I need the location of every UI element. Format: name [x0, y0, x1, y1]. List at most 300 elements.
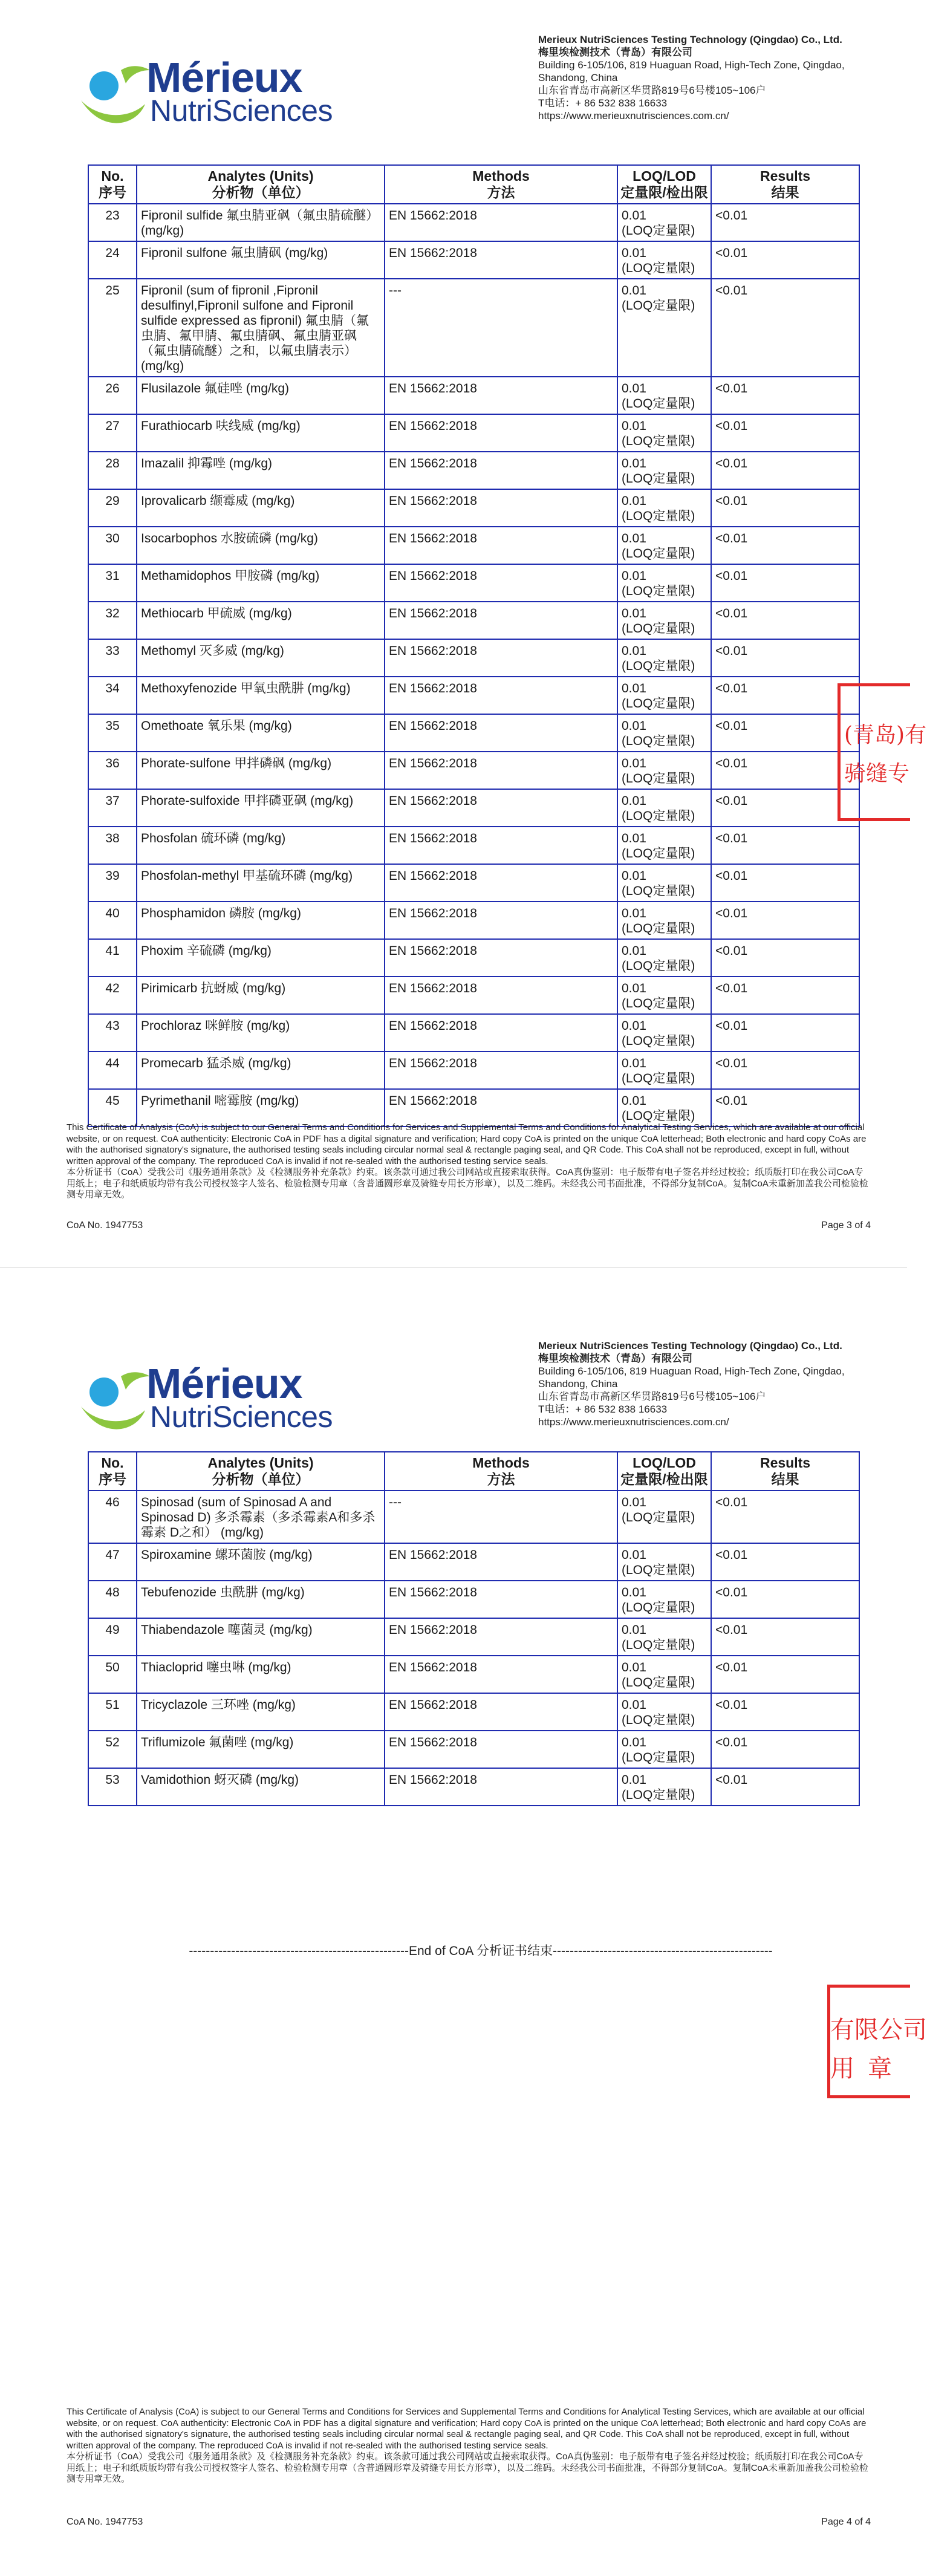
loq-number: 0.01	[622, 1586, 646, 1599]
loq-note: (LOQ定量限)	[622, 959, 695, 973]
loq-number: 0.01	[622, 284, 646, 298]
loq-number: 0.01	[622, 246, 646, 260]
test-method: EN 15662:2018	[385, 977, 617, 1014]
loq-value	[617, 241, 711, 279]
website[interactable]: https://www.merieuxnutrisciences.com.cn/	[538, 110, 729, 122]
row-number: 38	[88, 827, 137, 864]
row-number: 25	[88, 279, 137, 377]
analyte-name: Prochloraz 咪鲜胺 (mg/kg)	[137, 1014, 385, 1052]
terms-text	[67, 1122, 871, 1201]
analyte-name: Phosphamidon 磷胺 (mg/kg)	[137, 902, 385, 939]
analyte-name: Thiabendazole 噻菌灵 (mg/kg)	[137, 1618, 385, 1656]
table-row	[88, 377, 859, 414]
result-value: <0.01	[711, 452, 859, 489]
header-analytes: Analytes (Units) 分析物（单位）	[137, 1452, 385, 1491]
analyte-name: Pyrimethanil 嘧霉胺 (mg/kg)	[137, 1089, 385, 1127]
loq-note: (LOQ定量限)	[622, 622, 695, 636]
row-number: 47	[88, 1543, 137, 1581]
test-method: EN 15662:2018	[385, 677, 617, 714]
table-row	[88, 714, 859, 752]
header-results: Results 结果	[711, 1452, 859, 1491]
test-method: EN 15662:2018	[385, 1731, 617, 1768]
loq-note: (LOQ定量限)	[622, 847, 695, 860]
row-number: 31	[88, 564, 137, 602]
table-row	[88, 789, 859, 827]
loq-note: (LOQ定量限)	[622, 1713, 695, 1727]
loq-number: 0.01	[622, 794, 646, 808]
company-name-cn: 梅里埃检测技术（青岛）有限公司	[538, 47, 692, 58]
telephone: T电话：+ 86 532 838 16633	[538, 1403, 668, 1415]
merieux-logo	[79, 1359, 339, 1438]
row-number: 41	[88, 939, 137, 977]
analyte-name: Triflumizole 氟菌唑 (mg/kg)	[137, 1731, 385, 1768]
test-method: EN 15662:2018	[385, 241, 617, 279]
analyte-name: Fipronil sulfone 氟虫腈砜 (mg/kg)	[137, 241, 385, 279]
loq-note: (LOQ定量限)	[622, 697, 695, 711]
loq-value	[617, 714, 711, 752]
loq-number: 0.01	[622, 1623, 646, 1637]
result-value: <0.01	[711, 1543, 859, 1581]
loq-number: 0.01	[622, 981, 646, 995]
row-number: 27	[88, 414, 137, 452]
address-cn: 山东省青岛市高新区华贯路819号6号楼105~106户	[538, 1391, 766, 1402]
lab-address-block	[538, 33, 895, 122]
loq-value	[617, 1731, 711, 1768]
loq-number: 0.01	[622, 569, 646, 583]
loq-value	[617, 602, 711, 639]
test-method: EN 15662:2018	[385, 752, 617, 789]
test-method: EN 15662:2018	[385, 827, 617, 864]
merieux-logo-icon	[79, 1364, 157, 1438]
result-value: <0.01	[711, 864, 859, 902]
loq-number: 0.01	[622, 756, 646, 770]
result-value: <0.01	[711, 1618, 859, 1656]
table-row	[88, 452, 859, 489]
loq-number: 0.01	[622, 1698, 646, 1712]
loq-number: 0.01	[622, 831, 646, 845]
row-number: 53	[88, 1768, 137, 1806]
analyte-name: Phosfolan 硫环磷 (mg/kg)	[137, 827, 385, 864]
row-number: 40	[88, 902, 137, 939]
row-number: 32	[88, 602, 137, 639]
company-name-en: Merieux NutriSciences Testing Technology (Qingdao) Co., Ltd.	[538, 1340, 842, 1351]
address-line-1: Building 6-105/106, 819 Huaguan Road, High-Tech Zone, Qingdao,	[538, 1365, 845, 1377]
analyte-name: Furathiocarb 呋线威 (mg/kg)	[137, 414, 385, 452]
header-methods: Methods 方法	[385, 165, 617, 204]
result-value: <0.01	[711, 1491, 859, 1543]
company-name-en: Merieux NutriSciences Testing Technology (Qingdao) Co., Ltd.	[538, 34, 842, 45]
result-value: <0.01	[711, 279, 859, 377]
test-method: EN 15662:2018	[385, 902, 617, 939]
table-row	[88, 1052, 859, 1089]
loq-number: 0.01	[622, 1548, 646, 1562]
test-method: EN 15662:2018	[385, 939, 617, 977]
result-value: <0.01	[711, 939, 859, 977]
terms-text	[67, 2407, 871, 2485]
loq-note: (LOQ定量限)	[622, 734, 695, 748]
header-methods: Methods 方法	[385, 1452, 617, 1491]
loq-number: 0.01	[622, 419, 646, 433]
terms-cn: 本分析证书（CoA）受我公司《服务通用条款》及《检测服务补充条款》约束。该条款可通过我公司网站或直接索取获得。CoA真伪鉴别：电子版带有电子签名并经过校验；纸质版打印在我公司CoA专用纸上；电子和纸质版均带有我公司授权签字人签名、检验检测专用章（含普通圆形章及骑缝专用长方形章），以及二维码。未经我公司书面批准，不得部分复制CoA。复制CoA未重新加盖我公司检验检测专用章无效。	[67, 2451, 868, 2484]
header-loq-lod: LOQ/LOD 定量限/检出限	[617, 165, 711, 204]
test-method: EN 15662:2018	[385, 204, 617, 241]
analyte-name: Promecarb 猛杀威 (mg/kg)	[137, 1052, 385, 1089]
loq-number: 0.01	[622, 1735, 646, 1749]
test-method: EN 15662:2018	[385, 452, 617, 489]
loq-note: (LOQ定量限)	[622, 472, 695, 486]
paging-seal-text-1: (青岛)有	[844, 723, 927, 747]
header-analytes: Analytes (Units) 分析物（单位）	[137, 165, 385, 204]
website[interactable]: https://www.merieuxnutrisciences.com.cn/	[538, 1416, 729, 1428]
logo-word-merieux: Mérieux	[146, 1360, 302, 1407]
loq-value	[617, 204, 711, 241]
loq-value	[617, 939, 711, 977]
table-row	[88, 977, 859, 1014]
loq-value	[617, 789, 711, 827]
row-number: 51	[88, 1693, 137, 1731]
table-row	[88, 204, 859, 241]
table-row	[88, 677, 859, 714]
table-row	[88, 1491, 859, 1543]
loq-value	[617, 414, 711, 452]
result-value: <0.01	[711, 489, 859, 527]
analyte-name: Tricyclazole 三环唑 (mg/kg)	[137, 1693, 385, 1731]
loq-number: 0.01	[622, 906, 646, 920]
merieux-logo	[79, 53, 339, 132]
test-method: EN 15662:2018	[385, 564, 617, 602]
loq-note: (LOQ定量限)	[622, 809, 695, 823]
header-no: No. 序号	[88, 165, 137, 204]
row-number: 24	[88, 241, 137, 279]
table-row	[88, 1014, 859, 1052]
analyte-name: Flusilazole 氟硅唑 (mg/kg)	[137, 377, 385, 414]
result-value: <0.01	[711, 977, 859, 1014]
loq-number: 0.01	[622, 1094, 646, 1108]
analyte-name: Tebufenozide 虫酰肼 (mg/kg)	[137, 1581, 385, 1618]
loq-value	[617, 1581, 711, 1618]
table-header-row	[88, 165, 859, 204]
loq-note: (LOQ定量限)	[622, 397, 695, 411]
table-row	[88, 1693, 859, 1731]
result-value: <0.01	[711, 752, 859, 789]
results-table	[88, 164, 860, 1127]
table-row	[88, 1656, 859, 1693]
coa-number: CoA No. 1947753	[67, 2517, 143, 2527]
row-number: 48	[88, 1581, 137, 1618]
loq-note: (LOQ定量限)	[622, 509, 695, 523]
table-row	[88, 602, 859, 639]
result-value: <0.01	[711, 902, 859, 939]
row-number: 23	[88, 204, 137, 241]
loq-note: (LOQ定量限)	[622, 922, 695, 935]
table-row	[88, 564, 859, 602]
analyte-name: Phoxim 辛硫磷 (mg/kg)	[137, 939, 385, 977]
result-value: <0.01	[711, 204, 859, 241]
row-number: 43	[88, 1014, 137, 1052]
loq-note: (LOQ定量限)	[622, 1638, 695, 1652]
loq-number: 0.01	[622, 1056, 646, 1070]
loq-note: (LOQ定量限)	[622, 1072, 695, 1085]
result-value: <0.01	[711, 377, 859, 414]
address-line-2: Shandong, China	[538, 1378, 618, 1390]
row-number: 33	[88, 639, 137, 677]
analyte-name: Spinosad (sum of Spinosad A and Spinosad D) 多杀霉素（多杀霉素A和多杀霉素 D之和） (mg/kg)	[137, 1491, 385, 1543]
row-number: 42	[88, 977, 137, 1014]
loq-note: (LOQ定量限)	[622, 584, 695, 598]
loq-value	[617, 1693, 711, 1731]
coa-number: CoA No. 1947753	[67, 1220, 143, 1231]
loq-note: (LOQ定量限)	[622, 1563, 695, 1577]
result-value: <0.01	[711, 564, 859, 602]
analyte-name: Thiacloprid 噻虫啉 (mg/kg)	[137, 1656, 385, 1693]
test-method: EN 15662:2018	[385, 377, 617, 414]
result-value: <0.01	[711, 789, 859, 827]
row-number: 29	[88, 489, 137, 527]
row-number: 35	[88, 714, 137, 752]
result-value: <0.01	[711, 677, 859, 714]
round-seal-text-2: 用章	[830, 2055, 905, 2083]
loq-number: 0.01	[622, 719, 646, 733]
table-row	[88, 489, 859, 527]
loq-value	[617, 279, 711, 377]
loq-note: (LOQ定量限)	[622, 1034, 695, 1048]
analyte-name: Phorate-sulfone 甲拌磷砜 (mg/kg)	[137, 752, 385, 789]
loq-value	[617, 489, 711, 527]
row-number: 28	[88, 452, 137, 489]
row-number: 30	[88, 527, 137, 564]
merieux-logo-icon	[79, 58, 157, 132]
analyte-name: Phorate-sulfoxide 甲拌磷亚砜 (mg/kg)	[137, 789, 385, 827]
test-method: EN 15662:2018	[385, 1014, 617, 1052]
analyte-name: Methomyl 灭多威 (mg/kg)	[137, 639, 385, 677]
loq-value	[617, 1543, 711, 1581]
terms-cn: 本分析证书（CoA）受我公司《服务通用条款》及《检测服务补充条款》约束。该条款可通过我公司网站或直接索取获得。CoA真伪鉴别：电子版带有电子签名并经过校验；纸质版打印在我公司CoA专用纸上；电子和纸质版均带有我公司授权签字人签名、检验检测专用章（含普通圆形章及骑缝专用长方形章），以及二维码。未经我公司书面批准，不得部分复制CoA。复制CoA未重新加盖我公司检验检测专用章无效。	[67, 1167, 868, 1200]
loq-number: 0.01	[622, 382, 646, 395]
result-value: <0.01	[711, 1089, 859, 1127]
loq-note: (LOQ定量限)	[622, 659, 695, 673]
loq-number: 0.01	[622, 209, 646, 223]
analyte-name: Iprovalicarb 缬霉威 (mg/kg)	[137, 489, 385, 527]
end-of-coa-marker: ----------------------------------------------------End of CoA 分析证书结束----------------------------------------------------	[189, 1944, 773, 1958]
table-row	[88, 1581, 859, 1618]
result-value: <0.01	[711, 1052, 859, 1089]
test-method: EN 15662:2018	[385, 602, 617, 639]
header-loq-lod: LOQ/LOD 定量限/检出限	[617, 1452, 711, 1491]
test-method: EN 15662:2018	[385, 1618, 617, 1656]
test-method: EN 15662:2018	[385, 639, 617, 677]
row-number: 46	[88, 1491, 137, 1543]
table-row	[88, 827, 859, 864]
table-row	[88, 864, 859, 902]
test-method: EN 15662:2018	[385, 1543, 617, 1581]
loq-number: 0.01	[622, 1773, 646, 1787]
header-no: No. 序号	[88, 1452, 137, 1491]
result-value: <0.01	[711, 241, 859, 279]
loq-value	[617, 827, 711, 864]
row-number: 39	[88, 864, 137, 902]
row-number: 49	[88, 1618, 137, 1656]
loq-note: (LOQ定量限)	[622, 261, 695, 275]
loq-note: (LOQ定量限)	[622, 997, 695, 1010]
loq-value	[617, 377, 711, 414]
analyte-name: Imazalil 抑霉唑 (mg/kg)	[137, 452, 385, 489]
telephone: T电话：+ 86 532 838 16633	[538, 97, 668, 109]
row-number: 37	[88, 789, 137, 827]
loq-number: 0.01	[622, 644, 646, 658]
logo-word-merieux: Mérieux	[146, 54, 302, 101]
test-method: EN 15662:2018	[385, 1089, 617, 1127]
table-row	[88, 1731, 859, 1768]
loq-number: 0.01	[622, 457, 646, 470]
analyte-name: Methamidophos 甲胺磷 (mg/kg)	[137, 564, 385, 602]
table-row	[88, 902, 859, 939]
test-method: EN 15662:2018	[385, 527, 617, 564]
paging-seal	[838, 683, 927, 821]
loq-value	[617, 864, 711, 902]
page-number: Page 3 of 4	[821, 1220, 871, 1231]
result-value: <0.01	[711, 1581, 859, 1618]
loq-note: (LOQ定量限)	[622, 224, 695, 238]
loq-note: (LOQ定量限)	[622, 1676, 695, 1690]
loq-value	[617, 1052, 711, 1089]
analyte-name: Fipronil sulfide 氟虫腈亚砜（氟虫腈硫醚） (mg/kg)	[137, 204, 385, 241]
round-seal-edge	[827, 1985, 927, 2098]
table-header-row	[88, 1452, 859, 1491]
page-number: Page 4 of 4	[821, 2517, 871, 2527]
result-value: <0.01	[711, 414, 859, 452]
analyte-name: Phosfolan-methyl 甲基硫环磷 (mg/kg)	[137, 864, 385, 902]
header-results: Results 结果	[711, 165, 859, 204]
test-method: EN 15662:2018	[385, 1768, 617, 1806]
loq-value	[617, 1089, 711, 1127]
test-method: ---	[385, 279, 617, 377]
table-row	[88, 279, 859, 377]
row-number: 36	[88, 752, 137, 789]
result-value: <0.01	[711, 1731, 859, 1768]
test-method: EN 15662:2018	[385, 1693, 617, 1731]
analyte-name: Vamidothion 蚜灭磷 (mg/kg)	[137, 1768, 385, 1806]
analyte-name: Methoxyfenozide 甲氧虫酰肼 (mg/kg)	[137, 677, 385, 714]
table-row	[88, 241, 859, 279]
test-method: ---	[385, 1491, 617, 1543]
loq-number: 0.01	[622, 607, 646, 620]
row-number: 26	[88, 377, 137, 414]
table-row	[88, 1618, 859, 1656]
test-method: EN 15662:2018	[385, 1581, 617, 1618]
result-value: <0.01	[711, 1656, 859, 1693]
loq-value	[617, 1656, 711, 1693]
results-table	[88, 1451, 860, 1806]
loq-note: (LOQ定量限)	[622, 1109, 695, 1123]
result-value: <0.01	[711, 827, 859, 864]
loq-value	[617, 452, 711, 489]
round-seal-text-1: 有限公司	[830, 2016, 927, 2044]
loq-value	[617, 639, 711, 677]
row-number: 44	[88, 1052, 137, 1089]
company-name-cn: 梅里埃检测技术（青岛）有限公司	[538, 1353, 692, 1364]
loq-note: (LOQ定量限)	[622, 772, 695, 785]
coa-page-4	[0, 1306, 927, 2576]
test-method: EN 15662:2018	[385, 864, 617, 902]
loq-value	[617, 1491, 711, 1543]
address-line-2: Shandong, China	[538, 72, 618, 83]
loq-note: (LOQ定量限)	[622, 1511, 695, 1524]
result-value: <0.01	[711, 1768, 859, 1806]
loq-value	[617, 752, 711, 789]
result-value: <0.01	[711, 714, 859, 752]
table-row	[88, 639, 859, 677]
row-number: 34	[88, 677, 137, 714]
loq-note: (LOQ定量限)	[622, 1751, 695, 1764]
table-row	[88, 1768, 859, 1806]
terms-en: This Certificate of Analysis (CoA) is subject to our General Terms and Conditions for Services and Supplemental Terms and Conditions for Analytical Testing Services, which are available at our official website, or on request. CoA authenticity: Electronic CoA in PDF has a digital signature and verification; Hard copy CoA is printed on the unique CoA letterhead; Both electronic and hard copy CoAs are with the authorised signatory's signature, the authorised testing seals including circular normal seal & rectangle paging seal, and QR Code. This CoA shall not be reproduced, except in full, without written approval of the company. The reproduced CoA is invalid if not re-sealed with the authorised testing service seals.	[67, 2407, 867, 2451]
loq-number: 0.01	[622, 681, 646, 695]
logo-word-nutrisciences: NutriSciences	[150, 1400, 333, 1434]
analyte-name: Fipronil (sum of fipronil ,Fipronil desulfinyl,Fipronil sulfone and Fipronil sulfide expressed as fipronil) 氟虫腈（氟虫腈、氟甲腈、氟虫腈砜、氟虫腈亚砜（氟虫腈硫醚）之和，以氟虫腈表示） (mg/kg)	[137, 279, 385, 377]
logo-word-nutrisciences: NutriSciences	[150, 94, 333, 128]
table-row	[88, 1089, 859, 1127]
result-value: <0.01	[711, 1014, 859, 1052]
loq-value	[617, 677, 711, 714]
loq-note: (LOQ定量限)	[622, 547, 695, 561]
analyte-name: Omethoate 氧乐果 (mg/kg)	[137, 714, 385, 752]
loq-note: (LOQ定量限)	[622, 1601, 695, 1615]
loq-note: (LOQ定量限)	[622, 1788, 695, 1802]
loq-value	[617, 564, 711, 602]
analyte-name: Spiroxamine 螺环菌胺 (mg/kg)	[137, 1543, 385, 1581]
result-value: <0.01	[711, 602, 859, 639]
test-method: EN 15662:2018	[385, 1052, 617, 1089]
loq-number: 0.01	[622, 944, 646, 958]
row-number: 52	[88, 1731, 137, 1768]
table-row	[88, 1543, 859, 1581]
loq-value	[617, 977, 711, 1014]
loq-value	[617, 1014, 711, 1052]
terms-en: This Certificate of Analysis (CoA) is subject to our General Terms and Conditions for Services and Supplemental Terms and Conditions for Analytical Testing Services, which are available at our official website, or on request. CoA authenticity: Electronic CoA in PDF has a digital signature and verification; Hard copy CoA is printed on the unique CoA letterhead; Both electronic and hard copy CoAs are with the authorised signatory's signature, the authorised testing seals including circular normal seal & rectangle paging seal, and QR Code. This CoA shall not be reproduced, except in full, without written approval of the company. The reproduced CoA is invalid if not re-sealed with the authorised testing service seals.	[67, 1122, 867, 1166]
table-row	[88, 939, 859, 977]
loq-number: 0.01	[622, 532, 646, 545]
loq-note: (LOQ定量限)	[622, 884, 695, 898]
test-method: EN 15662:2018	[385, 789, 617, 827]
loq-note: (LOQ定量限)	[622, 299, 695, 313]
loq-value	[617, 527, 711, 564]
coa-page-3	[0, 0, 927, 1234]
result-value: <0.01	[711, 527, 859, 564]
loq-number: 0.01	[622, 494, 646, 508]
loq-number: 0.01	[622, 869, 646, 883]
analyte-name: Isocarbophos 水胺硫磷 (mg/kg)	[137, 527, 385, 564]
loq-value	[617, 902, 711, 939]
test-method: EN 15662:2018	[385, 489, 617, 527]
loq-number: 0.01	[622, 1495, 646, 1509]
paging-seal-text-2: 骑缝专	[844, 761, 910, 786]
loq-number: 0.01	[622, 1660, 646, 1674]
table-row	[88, 527, 859, 564]
table-row	[88, 414, 859, 452]
loq-value	[617, 1768, 711, 1806]
test-method: EN 15662:2018	[385, 714, 617, 752]
row-number: 45	[88, 1089, 137, 1127]
test-method: EN 15662:2018	[385, 414, 617, 452]
analyte-name: Pirimicarb 抗蚜威 (mg/kg)	[137, 977, 385, 1014]
address-cn: 山东省青岛市高新区华贯路819号6号楼105~106户	[538, 85, 766, 96]
result-value: <0.01	[711, 639, 859, 677]
loq-note: (LOQ定量限)	[622, 434, 695, 448]
lab-address-block	[538, 1339, 895, 1428]
table-row	[88, 752, 859, 789]
result-value: <0.01	[711, 1693, 859, 1731]
row-number: 50	[88, 1656, 137, 1693]
